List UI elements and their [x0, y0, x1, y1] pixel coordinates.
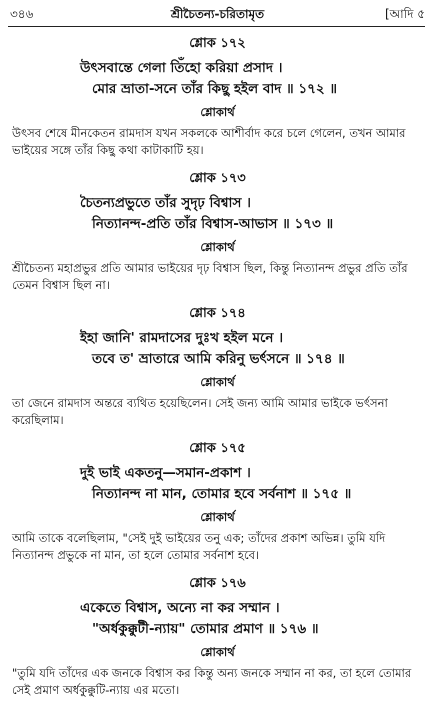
page-body [12, 34, 423, 709]
page-number: ৩৪৬ [10, 7, 34, 21]
verse-heading: শ্লোক ১৭২ [189, 36, 246, 51]
verse-line-2: নিত্যানন্দ-প্রতি তাঁর বিশ্বাস-আভাস ॥ ১৭৩ ॥ [92, 216, 334, 232]
verse-line-2: "অর্ধকুক্কুটী-ন্যায়" তোমার প্রমাণ ॥ ১৭৬ ॥ [92, 621, 319, 637]
verse-heading: শ্লোক ১৭৪ [189, 306, 246, 321]
verse-line-1: দুই ভাই একতনু—সমান-প্রকাশ । [80, 465, 251, 481]
translation-text: "তুমি যদি তাঁদের এক জনকে বিশ্বাস কর কিন্তু অন্য জনকে সম্মান না কর, তা হলে তোমার সেই প্রমাণ অর্ধকুক্কুটি-ন্যায় এর মতো। [12, 666, 412, 697]
verse-heading: শ্লোক ১৭৬ [189, 576, 246, 591]
translation-heading: শ্লোকার্থ [200, 105, 235, 119]
translation-heading: শ্লোকার্থ [200, 375, 235, 389]
running-title: শ্রীচৈতন্য-চরিতামৃত [170, 7, 265, 21]
verse-line-1: একেতে বিশ্বাস, অন্যে না কর সম্মান । [80, 600, 280, 616]
verse-line-1: চৈতন্যপ্রভুতে তাঁর সুদৃঢ় বিশ্বাস । [80, 195, 251, 211]
verse-block [12, 169, 423, 294]
verse-line-1: উৎসবান্তে গেলা তিঁহো করিয়া প্রসাদ । [80, 60, 283, 76]
verse-block [12, 439, 423, 564]
translation-heading: শ্লোকার্থ [200, 240, 235, 254]
verse-line-2: নিত্যানন্দ না মান, তোমার হবে সর্বনাশ ॥ ১৭৫ ॥ [92, 486, 352, 502]
translation-text: শ্রীচৈতন্য মহাপ্রভুর প্রতি আমার ভাইয়ের দৃঢ় বিশ্বাস ছিল, কিন্তু নিত্যানন্দ প্রভুর প্রতি তাঁর তেমন বিশ্বাস ছিল না। [12, 261, 408, 292]
section-label: [আদি ৫ [384, 7, 425, 21]
verse-heading: শ্লোক ১৭৫ [189, 441, 246, 456]
verse-block [12, 574, 423, 699]
translation-text: আমি তাকে বলেছিলাম, "সেই দুই ভাইয়ের তনু এক; তাঁদের প্রকাশ অভিন্ন। তুমি যদি নিত্যানন্দ প্রভুকে না মান, তা হলে তোমার সর্বনাশ হবে। [12, 531, 386, 562]
verse-line-2: মোর ভ্রাতা-সনে তাঁর কিছু হইল বাদ ॥ ১৭২ ॥ [92, 81, 338, 97]
page-header [10, 4, 425, 24]
header-rule [8, 26, 425, 27]
translation-heading: শ্লোকার্থ [200, 645, 235, 659]
translation-text: তা জেনে রামদাস অন্তরে ব্যথিত হয়েছিলেন। সেই জন্য আমি আমার ভাইকে ভর্ৎসনা করেছিলাম। [12, 396, 388, 427]
verse-block [12, 34, 423, 159]
translation-text: উৎসব শেষে মীনকেতন রামদাস যখন সকলকে আশীর্বাদ করে চলে গেলেন, তখন আমার ভাইয়ের সঙ্গে তাঁর কিছু কথা কাটাকাটি হয়। [12, 126, 406, 157]
verse-line-1: ইহা জানি' রামদাসের দুঃখ হইল মনে । [80, 330, 284, 346]
verse-line-2: তবে ত' ভ্রাতারে আমি করিনু ভর্ৎসনে ॥ ১৭৪ ॥ [92, 351, 345, 367]
verse-heading: শ্লোক ১৭৩ [189, 171, 246, 186]
translation-heading: শ্লোকার্থ [200, 510, 235, 524]
verse-block [12, 304, 423, 429]
